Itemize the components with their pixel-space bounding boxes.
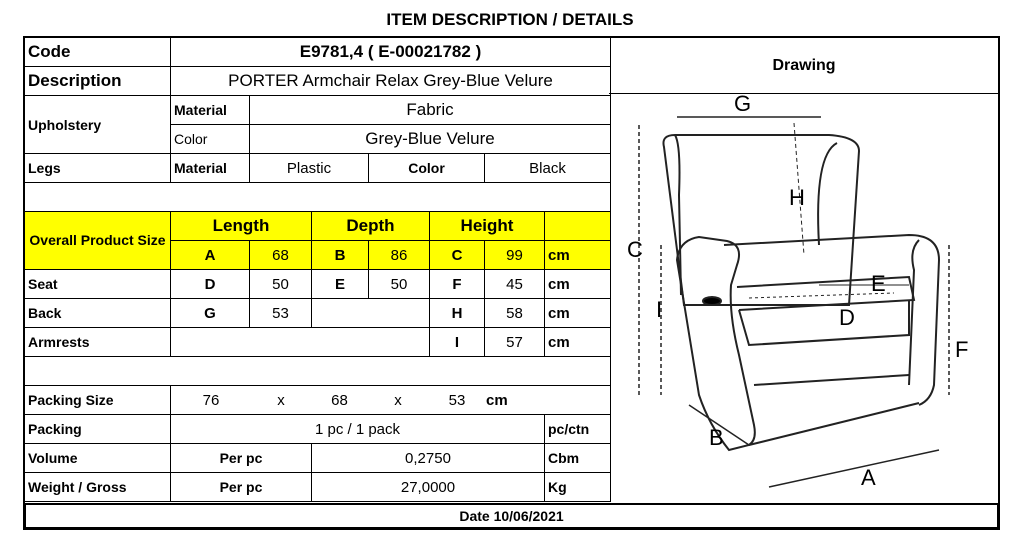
dim-c-letter: C: [430, 241, 485, 270]
dim-c-value: 99: [485, 241, 545, 270]
dim-d-value: 50: [250, 270, 312, 299]
spacer-row-2: [25, 357, 611, 386]
packing-label: Packing: [25, 415, 171, 444]
volume-value: 0,2750: [312, 444, 545, 473]
packing-x1: x: [277, 391, 285, 409]
packing-size-unit: cm: [486, 391, 508, 409]
chair-base-line: [754, 375, 909, 385]
dim-b-value: 86: [369, 241, 430, 270]
chair-bottom: [749, 403, 919, 445]
label-i: I: [656, 297, 663, 322]
chair-seat-front: [739, 300, 909, 345]
length-header: Length: [171, 212, 312, 241]
legs-row: [25, 154, 611, 183]
armrests-unit: cm: [545, 328, 611, 357]
packing-height: 53: [448, 391, 466, 409]
seat-row: [25, 270, 611, 299]
dim-i-letter: I: [430, 328, 485, 357]
drawing-title: Drawing: [609, 38, 999, 94]
seat-unit: cm: [545, 270, 611, 299]
seat-label: Seat: [25, 270, 171, 299]
dim-e-value: 50: [369, 270, 430, 299]
label-h: H: [789, 185, 805, 210]
weight-value: 27,0000: [312, 473, 545, 502]
armrests-row: [25, 328, 611, 357]
overall-header-row: [25, 212, 611, 241]
dim-f-value: 45: [485, 270, 545, 299]
height-header: Height: [430, 212, 545, 241]
legs-color-value: Black: [485, 154, 611, 183]
dim-h-letter: H: [430, 299, 485, 328]
dim-i-value: 57: [485, 328, 545, 357]
upholstery-material-value: Fabric: [250, 96, 611, 125]
code-row: [25, 38, 611, 67]
label-d: D: [839, 305, 855, 330]
overall-size-label: Overall Product Size: [25, 212, 171, 270]
volume-unit: Cbm: [545, 444, 611, 473]
dim-e-letter: E: [312, 270, 369, 299]
code-value: E9781,4 ( E-00021782 ): [171, 38, 611, 67]
depth-header: Depth: [312, 212, 430, 241]
description-row: [25, 67, 611, 96]
description-label: Description: [25, 67, 171, 96]
label-b: B: [709, 425, 724, 450]
dim-a-value: 68: [250, 241, 312, 270]
drawing-panel: [609, 37, 999, 504]
dim-line-a: [769, 450, 939, 487]
dim-f-letter: F: [430, 270, 485, 299]
chair-back-outline: [663, 135, 859, 305]
dim-g-letter: G: [171, 299, 250, 328]
chair-right-arm: [909, 240, 919, 385]
packing-length: 76: [202, 391, 220, 409]
dim-h-value: 58: [485, 299, 545, 328]
label-c: C: [627, 237, 643, 262]
dim-a-letter: A: [171, 241, 250, 270]
upholstery-material-label: Material: [171, 96, 250, 125]
details-table: [24, 37, 611, 502]
description-value: PORTER Armchair Relax Grey-Blue Velure: [171, 67, 611, 96]
back-row: [25, 299, 611, 328]
volume-per: Per pc: [171, 444, 312, 473]
spacer-row: [25, 183, 611, 212]
packing-unit: pc/ctn: [545, 415, 611, 444]
legs-material-value: Plastic: [250, 154, 369, 183]
label-e: E: [871, 271, 886, 296]
upholstery-color-value: Grey-Blue Velure: [250, 125, 611, 154]
volume-label: Volume: [25, 444, 171, 473]
legs-material-label: Material: [171, 154, 250, 183]
recline-lever-icon: [703, 297, 721, 305]
dim-d-letter: D: [171, 270, 250, 299]
chair-left-arm: [677, 237, 755, 450]
back-unit: cm: [545, 299, 611, 328]
label-f: F: [955, 337, 969, 362]
weight-row: [25, 473, 611, 502]
page-title: ITEM DESCRIPTION / DETAILS: [386, 10, 634, 29]
upholstery-label: Upholstery: [25, 96, 171, 154]
packing-value: 1 pc / 1 pack: [171, 415, 545, 444]
armrests-label: Armrests: [25, 328, 171, 357]
weight-unit: Kg: [545, 473, 611, 502]
weight-per: Per pc: [171, 473, 312, 502]
armchair-drawing: [609, 95, 999, 505]
label-a: A: [861, 465, 876, 490]
packing-size-row: [25, 386, 611, 415]
weight-label: Weight / Gross: [25, 473, 171, 502]
code-label: Code: [25, 38, 171, 67]
back-label: Back: [25, 299, 171, 328]
label-g: G: [734, 95, 752, 116]
upholstery-material-row: [25, 96, 611, 125]
packing-row: [25, 415, 611, 444]
packing-size-label: Packing Size: [25, 386, 171, 415]
dim-g-value: 53: [250, 299, 312, 328]
date-footer: Date 10/06/2021: [24, 503, 999, 529]
packing-x2: x: [394, 391, 402, 409]
upholstery-color-label: Color: [171, 125, 250, 154]
legs-label: Legs: [25, 154, 171, 183]
packing-width: 68: [331, 391, 348, 409]
volume-row: [25, 444, 611, 473]
legs-color-label: Color: [369, 154, 485, 183]
dim-b-letter: B: [312, 241, 369, 270]
overall-unit: cm: [545, 241, 611, 270]
chair-right-wing: [818, 143, 837, 245]
